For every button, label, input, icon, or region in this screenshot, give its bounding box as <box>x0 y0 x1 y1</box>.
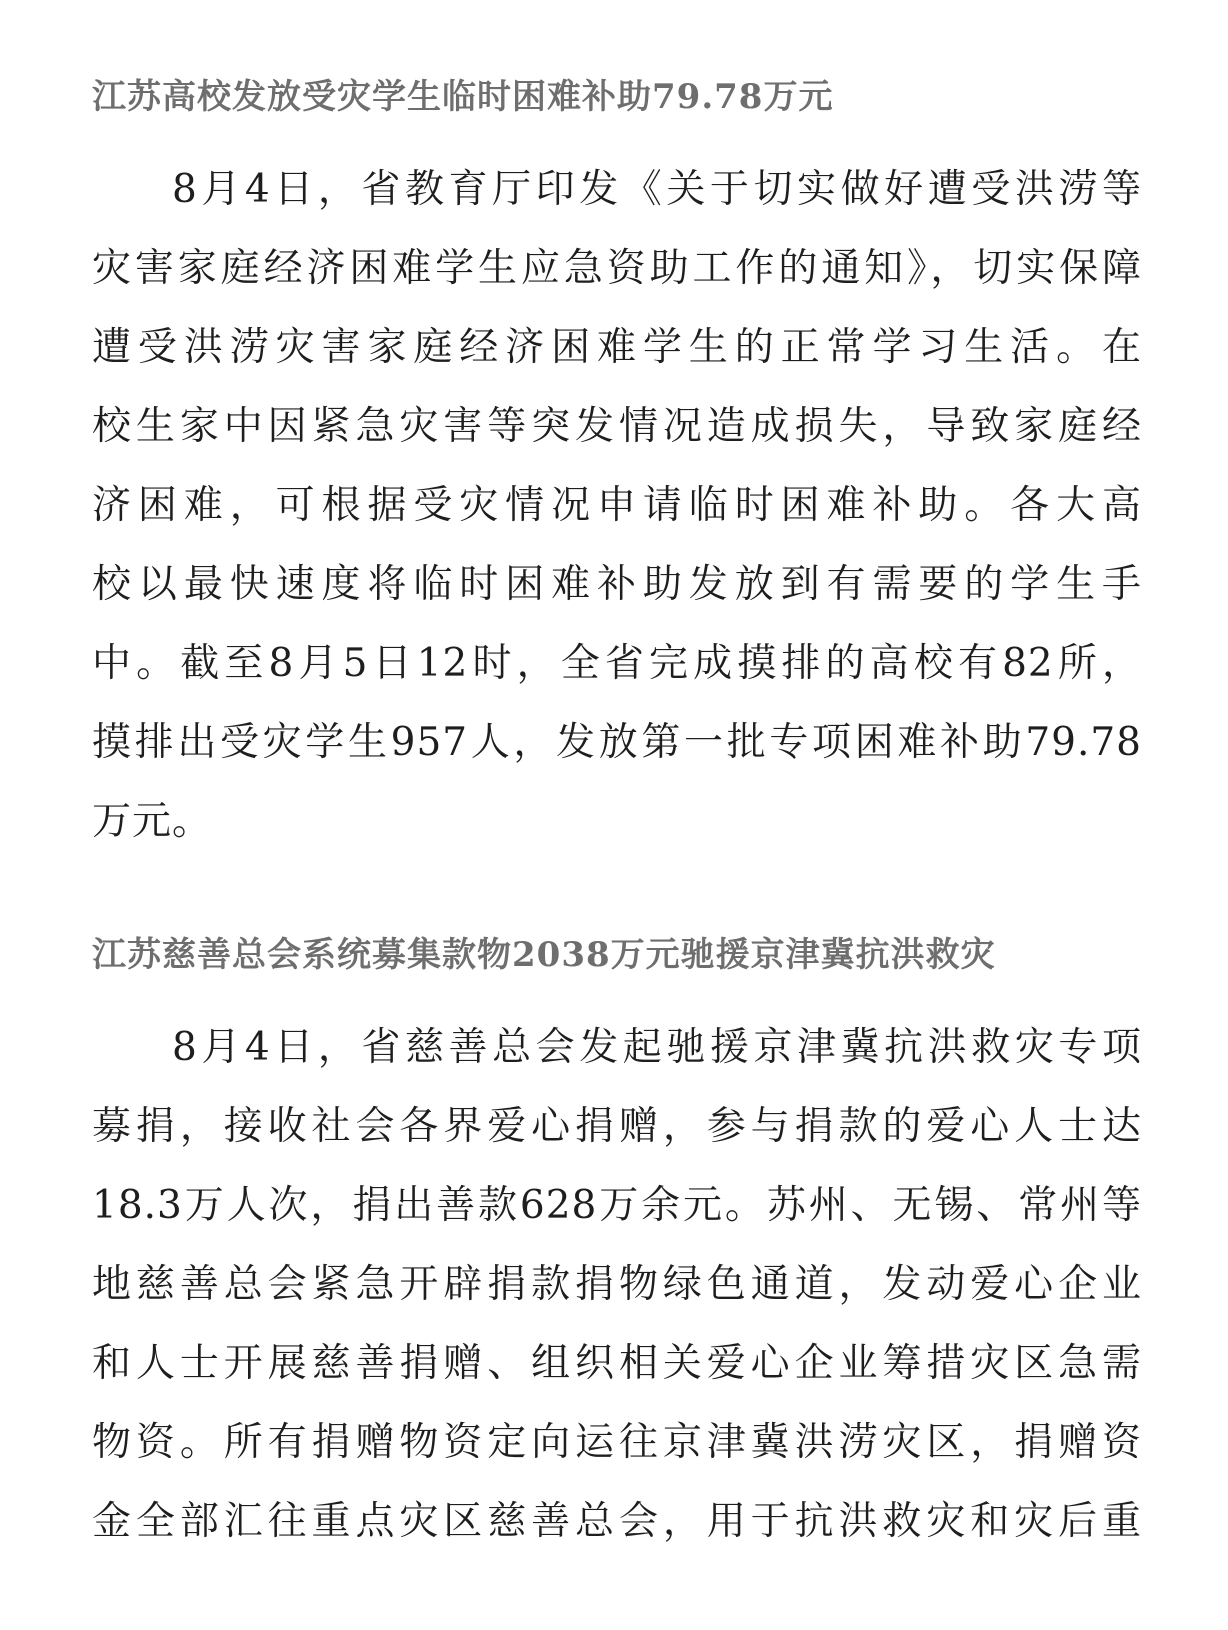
article-body <box>92 150 1142 861</box>
body-line: 募捐，接收社会各界爱心捐赠，参与捐款的爱心人士达 <box>92 1104 1142 1149</box>
body-line: 遭受洪涝灾害家庭经济困难学生的正常学习生活。在 <box>92 325 1142 370</box>
body-line: 和人士开展慈善捐赠、组织相关爱心企业筹措灾区急需 <box>92 1341 1142 1386</box>
article-education-subsidy <box>92 72 1142 861</box>
body-line: 济困难，可根据受灾情况申请临时困难补助。各大高 <box>92 483 1142 528</box>
body-line: 中。截至8月5日12时，全省完成摸排的高校有82所， <box>92 641 1142 686</box>
body-line: 金全部汇往重点灾区慈善总会，用于抗洪救灾和灾后重 <box>92 1499 1142 1544</box>
body-line: 校生家中因紧急灾害等突发情况造成损失，导致家庭经 <box>92 404 1142 449</box>
body-line: 摸排出受灾学生957人，发放第一批专项困难补助79.78 <box>92 720 1142 765</box>
article-body <box>92 1008 1142 1561</box>
body-line: 校以最快速度将临时困难补助发放到有需要的学生手 <box>92 562 1142 607</box>
body-line: 18.3万人次，捐出善款628万余元。苏州、无锡、常州等 <box>92 1183 1142 1228</box>
body-line: 8月4日，省教育厅印发《关于切实做好遭受洪涝等 <box>172 167 1142 212</box>
body-line: 万元。 <box>92 799 213 844</box>
article-headline: 江苏高校发放受灾学生临时困难补助79.78万元 <box>92 77 834 117</box>
article-charity-donation <box>92 930 1142 1561</box>
article-headline: 江苏慈善总会系统募集款物2038万元驰援京津冀抗洪救灾 <box>92 935 996 975</box>
body-line: 8月4日，省慈善总会发起驰援京津冀抗洪救灾专项 <box>172 1025 1142 1070</box>
body-line: 物资。所有捐赠物资定向运往京津冀洪涝灾区，捐赠资 <box>92 1420 1142 1465</box>
body-line: 地慈善总会紧急开辟捐款捐物绿色通道，发动爱心企业 <box>92 1262 1142 1307</box>
body-line: 灾害家庭经济困难学生应急资助工作的通知》，切实保障 <box>92 246 1142 291</box>
